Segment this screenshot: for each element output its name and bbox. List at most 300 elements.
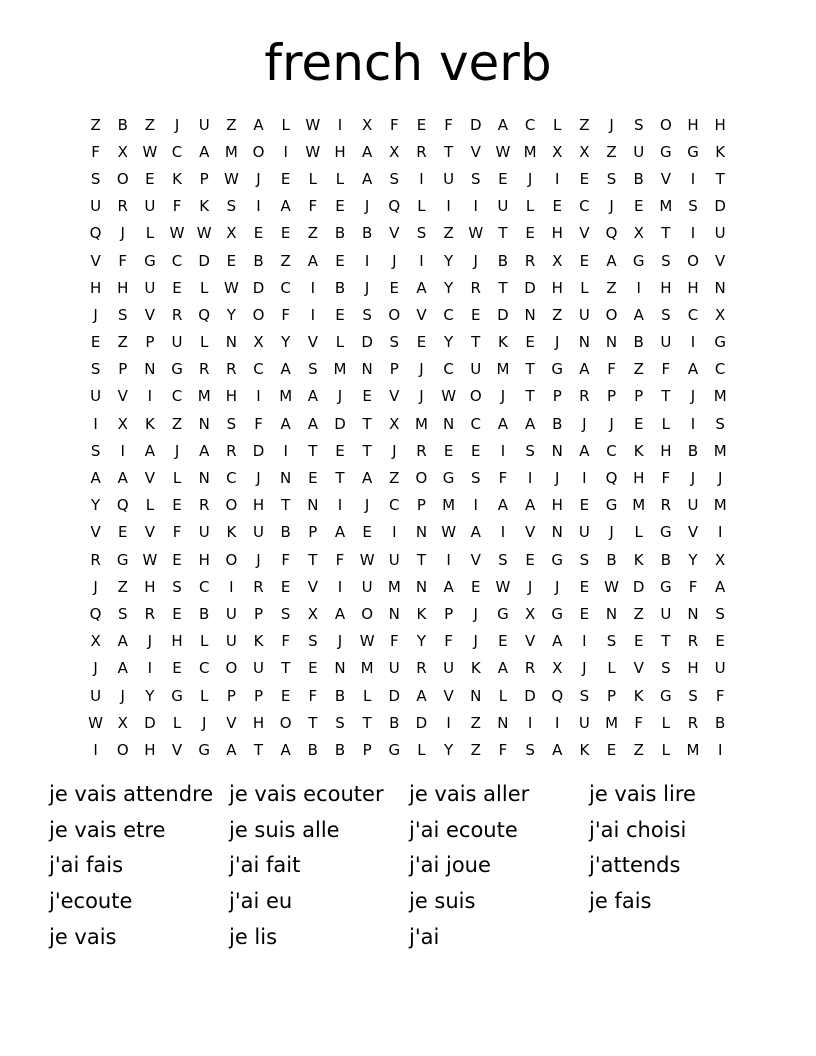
grid-letter: A: [117, 659, 128, 678]
grid-letter: V: [144, 523, 156, 542]
grid-letter: S: [525, 441, 535, 460]
grid-letter: L: [281, 115, 290, 134]
grid-letter: C: [226, 469, 237, 488]
grid-letter: T: [253, 740, 264, 759]
grid-letter: E: [335, 441, 345, 460]
grid-letter: Q: [198, 305, 211, 324]
grid-letter: W: [305, 115, 321, 134]
grid-letter: O: [687, 251, 699, 270]
grid-letter: J: [93, 659, 98, 678]
grid-letter: D: [144, 713, 156, 732]
grid-letter: X: [90, 632, 101, 651]
grid-row: [82, 410, 734, 437]
grid-row: [82, 274, 734, 301]
grid-letter: H: [144, 577, 156, 596]
grid-letter: W: [604, 577, 619, 596]
grid-letter: E: [579, 604, 590, 623]
grid-letter: C: [579, 197, 590, 216]
grid-letter: B: [687, 441, 699, 460]
grid-letter: W: [88, 713, 103, 732]
grid-letter: G: [551, 604, 564, 623]
grid-letter: C: [470, 414, 481, 433]
grid-letter: U: [361, 577, 373, 596]
grid-letter: R: [687, 632, 699, 651]
grid-letter: K: [633, 550, 644, 569]
grid-letter: F: [281, 550, 290, 569]
grid-letter: A: [280, 197, 291, 216]
grid-letter: P: [416, 496, 426, 515]
grid-letter: W: [359, 550, 375, 569]
grid-letter: S: [172, 577, 182, 596]
grid-letter: L: [145, 224, 155, 243]
grid-letter: R: [117, 197, 128, 216]
grid-letter: X: [389, 142, 400, 161]
grid-letter: G: [660, 142, 672, 161]
grid-letter: T: [471, 333, 481, 352]
grid-letter: Z: [443, 224, 454, 243]
grid-letter: I: [555, 713, 560, 732]
grid-letter: F: [607, 360, 616, 379]
grid-letter: M: [605, 713, 619, 732]
grid-letter: B: [199, 604, 210, 623]
grid-letter: S: [661, 251, 671, 270]
grid-letter: A: [497, 414, 509, 433]
grid-letter: J: [364, 496, 370, 515]
grid-letter: J: [690, 469, 696, 488]
grid-letter: J: [690, 387, 696, 406]
grid-letter: X: [307, 604, 318, 623]
grid-letter: E: [579, 251, 590, 270]
grid-letter: A: [579, 360, 590, 379]
grid-letter: U: [660, 333, 672, 352]
grid-letter: U: [687, 496, 699, 515]
grid-letter: I: [582, 469, 587, 488]
grid-letter: J: [364, 278, 370, 297]
word-list-item: j'ai ecoute: [409, 817, 518, 842]
grid-letter: J: [174, 115, 180, 134]
grid-letter: E: [498, 169, 508, 188]
grid-letter: N: [225, 333, 237, 352]
grid-letter: F: [335, 550, 345, 569]
grid-letter: T: [362, 441, 372, 460]
grid-letter: G: [660, 523, 672, 542]
grid-letter: X: [715, 305, 726, 324]
grid-letter: E: [280, 169, 291, 188]
grid-letter: A: [497, 115, 509, 134]
grid-letter: A: [362, 469, 373, 488]
grid-letter: E: [308, 659, 318, 678]
grid-letter: N: [551, 523, 563, 542]
grid-letter: D: [497, 305, 509, 324]
grid-letter: L: [553, 115, 562, 134]
word-list-item: je vais aller: [409, 782, 530, 806]
grid-letter: K: [470, 659, 481, 678]
grid-letter: S: [117, 305, 128, 324]
grid-letter: J: [473, 251, 478, 270]
grid-letter: E: [525, 550, 535, 569]
grid-letter: E: [579, 496, 590, 515]
grid-letter: N: [307, 496, 319, 515]
grid-letter: Y: [444, 278, 454, 297]
grid-letter: S: [226, 197, 237, 216]
grid-letter: P: [118, 360, 128, 379]
grid-letter: E: [471, 577, 481, 596]
grid-letter: S: [498, 550, 508, 569]
grid-letter: A: [687, 360, 699, 379]
grid-letter: A: [307, 414, 318, 433]
grid-letter: Z: [280, 251, 291, 270]
grid-letter: E: [362, 523, 372, 542]
grid-letter: P: [444, 604, 454, 623]
word-list-item: je suis: [409, 889, 476, 914]
grid-letter: S: [661, 305, 671, 324]
grid-letter: D: [388, 686, 401, 705]
grid-letter: V: [579, 224, 590, 243]
grid-letter: X: [253, 333, 264, 352]
grid-letter: J: [93, 305, 98, 324]
grid-letter: E: [280, 577, 291, 596]
grid-letter: G: [660, 686, 672, 705]
grid-letter: G: [687, 142, 699, 161]
grid-letter: R: [687, 713, 699, 732]
grid-letter: M: [632, 496, 646, 515]
grid-letter: N: [687, 604, 699, 623]
grid-letter: H: [714, 115, 726, 134]
grid-letter: C: [198, 577, 210, 596]
grid-letter: G: [144, 251, 156, 270]
grid-letter: L: [200, 278, 209, 297]
grid-letter: I: [473, 496, 478, 515]
grid-letter: X: [715, 550, 726, 569]
grid-letter: M: [197, 387, 211, 406]
grid-letter: N: [198, 469, 210, 488]
grid-letter: U: [90, 686, 102, 705]
grid-letter: I: [446, 713, 451, 732]
grid-letter: N: [470, 686, 482, 705]
grid-letter: L: [172, 713, 182, 732]
grid-letter: I: [446, 197, 451, 216]
grid-letter: S: [226, 414, 237, 433]
grid-letter: I: [419, 169, 424, 188]
grid-letter: V: [307, 577, 318, 596]
grid-letter: N: [144, 360, 156, 379]
grid-letter: F: [172, 523, 182, 542]
grid-letter: I: [93, 414, 98, 433]
grid-letter: S: [389, 169, 400, 188]
grid-letter: K: [172, 169, 182, 188]
grid-letter: R: [416, 142, 427, 161]
grid-letter: I: [93, 740, 98, 759]
grid-letter: F: [715, 686, 725, 705]
grid-letter: K: [253, 632, 264, 651]
grid-letter: Z: [470, 713, 481, 732]
grid-letter: E: [471, 441, 481, 460]
grid-letter: E: [172, 550, 182, 569]
grid-letter: J: [201, 713, 207, 732]
grid-letter: X: [552, 251, 563, 270]
grid-letter: W: [468, 224, 484, 243]
word-list-item: j'ai joue: [409, 853, 491, 878]
word-list-item: j'ai choisi: [589, 817, 687, 842]
grid-letter: F: [498, 469, 508, 488]
grid-letter: T: [661, 224, 671, 243]
grid-letter: O: [469, 387, 482, 406]
grid-letter: T: [525, 387, 535, 406]
grid-row: [82, 600, 734, 627]
grid-letter: S: [471, 469, 481, 488]
grid-letter: P: [607, 686, 617, 705]
grid-letter: J: [609, 197, 614, 216]
page-title: french verb: [264, 34, 552, 92]
grid-letter: A: [280, 360, 291, 379]
grid-letter: F: [118, 251, 128, 270]
grid-letter: H: [660, 278, 672, 297]
grid-letter: E: [471, 305, 481, 324]
grid-letter: O: [252, 305, 265, 324]
grid-letter: H: [334, 142, 346, 161]
grid-letter: W: [223, 169, 239, 188]
grid-letter: L: [661, 713, 671, 732]
grid-letter: R: [470, 278, 481, 297]
grid-row: [82, 655, 734, 682]
grid-letter: G: [551, 360, 564, 379]
grid-letter: S: [579, 550, 590, 569]
grid-letter: C: [524, 115, 536, 134]
grid-letter: U: [714, 659, 726, 678]
word-list-item: j'ai eu: [229, 889, 293, 914]
grid-row: [82, 301, 734, 328]
grid-letter: D: [469, 115, 482, 134]
grid-letter: A: [362, 142, 373, 161]
grid-letter: R: [226, 360, 237, 379]
grid-letter: A: [334, 523, 346, 542]
grid-letter: T: [362, 713, 372, 732]
grid-letter: O: [361, 604, 374, 623]
grid-letter: J: [93, 577, 98, 596]
grid-letter: N: [551, 441, 563, 460]
grid-letter: C: [171, 387, 183, 406]
grid-letter: B: [389, 713, 400, 732]
grid-letter: V: [470, 142, 481, 161]
grid-letter: C: [253, 360, 264, 379]
grid-letter: O: [225, 550, 238, 569]
grid-letter: Z: [606, 142, 617, 161]
grid-letter: E: [172, 278, 182, 297]
grid-letter: E: [525, 224, 535, 243]
grid-letter: I: [337, 115, 343, 134]
grid-letter: O: [116, 169, 129, 188]
grid-letter: F: [91, 142, 100, 161]
grid-letter: N: [415, 577, 428, 596]
grid-letter: L: [362, 686, 372, 705]
grid-letter: W: [359, 632, 375, 651]
grid-letter: V: [470, 550, 481, 569]
grid-letter: Z: [552, 305, 563, 324]
grid-letter: U: [470, 360, 482, 379]
grid-letter: K: [715, 142, 726, 161]
grid-letter: E: [552, 197, 562, 216]
grid-letter: T: [715, 169, 725, 188]
grid-row: [82, 138, 734, 165]
grid-letter: S: [633, 115, 644, 134]
grid-letter: L: [607, 659, 616, 678]
grid-letter: W: [196, 224, 212, 243]
grid-letter: A: [117, 469, 128, 488]
grid-letter: P: [226, 686, 236, 705]
grid-letter: J: [392, 441, 397, 460]
grid-letter: V: [687, 523, 699, 542]
grid-letter: S: [688, 197, 698, 216]
grid-letter: J: [609, 115, 614, 134]
grid-letter: J: [419, 360, 424, 379]
grid-letter: M: [713, 496, 727, 515]
grid-letter: I: [500, 441, 506, 460]
word-list-item: je suis alle: [229, 817, 340, 842]
grid-row: [82, 546, 734, 573]
grid-row: [82, 573, 734, 600]
word-list-item: j'ecoute: [49, 889, 133, 914]
grid-letter: L: [200, 686, 209, 705]
grid-letter: R: [226, 441, 237, 460]
grid-letter: M: [442, 496, 456, 515]
grid-letter: U: [388, 550, 400, 569]
grid-letter: P: [253, 604, 264, 623]
grid-letter: H: [89, 278, 102, 297]
grid-row: [82, 165, 734, 192]
grid-letter: I: [690, 169, 696, 188]
grid-letter: J: [609, 414, 614, 433]
grid-letter: D: [252, 441, 265, 460]
grid-letter: J: [717, 469, 723, 488]
grid-letter: A: [90, 469, 101, 488]
grid-letter: V: [144, 305, 156, 324]
grid-row: [82, 247, 734, 274]
grid-letter: I: [147, 387, 153, 406]
grid-letter: Z: [579, 115, 590, 134]
grid-letter: G: [198, 740, 211, 759]
grid-letter: U: [144, 197, 156, 216]
word-list: [49, 777, 789, 955]
grid-letter: E: [117, 523, 128, 542]
grid-letter: E: [416, 333, 427, 352]
grid-letter: J: [527, 577, 533, 596]
grid-letter: F: [308, 686, 318, 705]
grid-letter: E: [525, 333, 535, 352]
grid-letter: R: [198, 360, 210, 379]
grid-letter: P: [389, 360, 399, 379]
grid-letter: C: [443, 305, 454, 324]
grid-letter: W: [441, 387, 457, 406]
grid-letter: J: [555, 333, 560, 352]
grid-letter: D: [632, 577, 645, 596]
grid-letter: T: [281, 496, 291, 515]
grid-letter: L: [417, 197, 426, 216]
grid-letter: M: [496, 360, 510, 379]
grid-letter: S: [117, 604, 128, 623]
grid-letter: H: [687, 115, 699, 134]
grid-letter: X: [389, 414, 400, 433]
grid-letter: A: [253, 115, 264, 134]
grid-letter: T: [525, 360, 535, 379]
grid-letter: H: [633, 469, 645, 488]
grid-letter: T: [498, 278, 508, 297]
grid-letter: K: [199, 197, 210, 216]
grid-letter: L: [200, 632, 209, 651]
grid-letter: A: [715, 577, 726, 596]
grid-letter: L: [145, 496, 155, 515]
grid-letter: K: [579, 740, 590, 759]
grid-letter: E: [90, 333, 101, 352]
grid-letter: E: [498, 632, 508, 651]
grid-letter: M: [279, 387, 293, 406]
grid-letter: I: [555, 169, 560, 188]
grid-letter: V: [416, 305, 427, 324]
grid-letter: C: [171, 142, 183, 161]
grid-letter: B: [606, 550, 617, 569]
grid-letter: U: [633, 142, 645, 161]
grid-letter: T: [362, 414, 372, 433]
grid-letter: G: [660, 577, 672, 596]
grid-letter: D: [415, 713, 428, 732]
grid-letter: V: [524, 523, 536, 542]
grid-letter: F: [661, 360, 671, 379]
grid-letter: L: [335, 333, 345, 352]
grid-letter: A: [497, 659, 509, 678]
grid-letter: Q: [605, 224, 618, 243]
grid-letter: H: [171, 632, 183, 651]
grid-letter: I: [690, 414, 696, 433]
grid-letter: U: [578, 305, 590, 324]
grid-letter: B: [280, 523, 291, 542]
grid-letter: X: [117, 142, 128, 161]
grid-letter: R: [144, 604, 156, 623]
grid-letter: Z: [226, 115, 237, 134]
grid-letter: H: [198, 550, 210, 569]
grid-letter: N: [605, 333, 618, 352]
grid-letter: H: [660, 441, 672, 460]
grid-letter: H: [551, 496, 563, 515]
grid-letter: B: [334, 224, 346, 243]
grid-letter: A: [280, 414, 291, 433]
grid-letter: P: [253, 686, 264, 705]
grid-letter: X: [524, 604, 536, 623]
grid-letter: H: [144, 740, 156, 759]
grid-letter: Y: [416, 632, 427, 651]
grid-letter: N: [280, 469, 292, 488]
grid-letter: B: [497, 251, 509, 270]
grid-letter: Z: [171, 414, 183, 433]
grid-letter: T: [281, 659, 291, 678]
grid-letter: C: [606, 441, 617, 460]
grid-letter: H: [687, 659, 699, 678]
grid-letter: K: [226, 523, 237, 542]
grid-letter: D: [524, 686, 536, 705]
grid-letter: E: [633, 197, 644, 216]
grid-letter: U: [198, 523, 210, 542]
grid-letter: P: [634, 387, 644, 406]
grid-letter: V: [144, 469, 156, 488]
grid-letter: P: [607, 387, 617, 406]
grid-letter: M: [387, 577, 401, 596]
grid-letter: B: [307, 740, 318, 759]
grid-letter: A: [144, 441, 156, 460]
grid-letter: Y: [281, 333, 291, 352]
grid-letter: N: [524, 305, 536, 324]
grid-letter: U: [253, 523, 264, 542]
grid-letter: U: [578, 523, 590, 542]
grid-letter: F: [444, 115, 453, 134]
grid-letter: R: [579, 387, 590, 406]
